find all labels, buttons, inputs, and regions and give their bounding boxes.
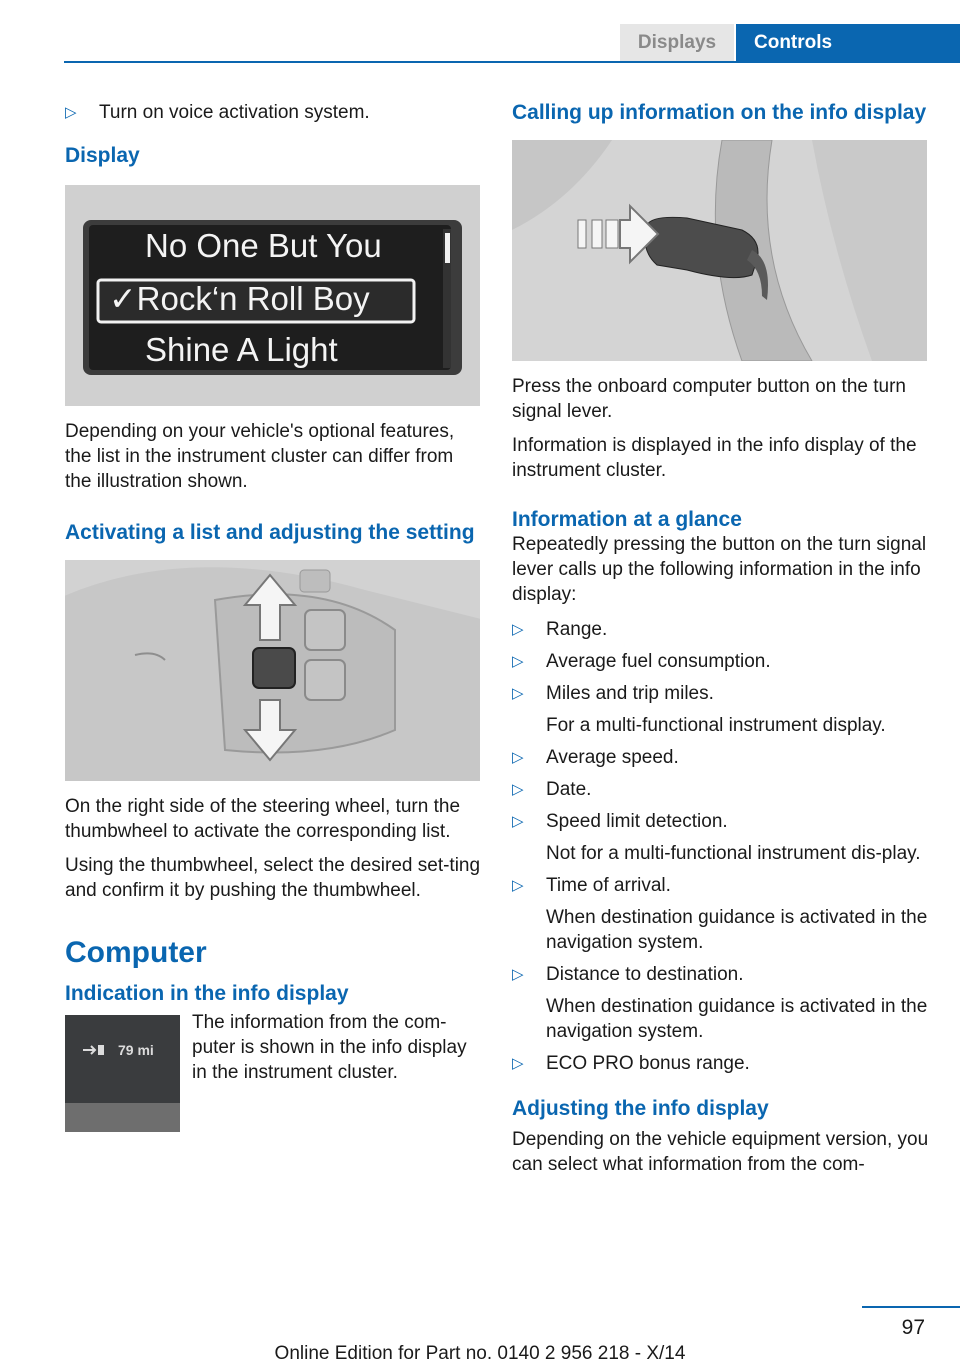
heading-activating: Activating a list and adjusting the setting [65,521,475,544]
list-item: ▷ Turn on voice activation system. [65,102,370,123]
heading-glance: Information at a glance [512,508,742,531]
display-line-2-wrap: ✓Rock‘n Roll Boy [109,280,370,317]
list-item: ▷ Miles and trip miles. For a multi-functional instrument display. [512,683,886,736]
triangle-right-icon: ▷ [512,685,524,702]
triangle-right-icon: ▷ [512,621,524,638]
triangle-right-icon: ▷ [512,966,524,983]
indication-block [65,1010,481,1085]
display-illustration [65,185,480,406]
display-line-3: Shine A Light [145,331,338,368]
list-item: ▷ ECO PRO bonus range. [512,1053,750,1074]
list-item: ▷ Average fuel consumption. [512,651,771,672]
check-icon: ✓ [109,280,137,317]
para-thumbwheel: Using the thumbwheel, select the desired set‐ting and confirm it by pushing the thumbwheel. [65,855,481,901]
heading-indication: Indication in the info display [65,982,349,1005]
triangle-right-icon: ▷ [512,781,524,798]
para-depending: Depending on your vehicle's optional features, the list in the instrument cluster can differ from the illustration shown. [65,421,455,492]
triangle-right-icon: ▷ [512,1055,524,1072]
footer-edition: Online Edition for Part no. 0140 2 956 218 - X/14 [274,1343,686,1364]
para-displayed: Information is displayed in the info display of the instrument cluster. [512,435,917,481]
footer-rule [862,1306,960,1308]
info-bullet-list [512,617,930,1076]
list-item: ▷ Average speed. [512,747,679,768]
page-number: 97 [901,1316,925,1339]
right-column [512,100,930,1186]
heading-display: Display [65,144,140,167]
heading-adjusting: Adjusting the info display [512,1097,769,1120]
triangle-right-icon: ▷ [512,813,524,830]
list-item: ▷ Date. [512,779,592,800]
triangle-right-icon: ▷ [512,749,524,766]
list-item: ▷ Speed limit detection. Not for a multi-functional instrument dis‐play. [512,811,921,864]
para-press: Press the onboard computer button on the turn signal lever. [512,376,906,422]
para-adjusting: Depending on the vehicle equipment version, you can select what information from the com‐ [512,1129,929,1175]
voice-bullet-list [65,100,481,125]
triangle-right-icon: ▷ [512,653,524,670]
list-item: ▷ Distance to destination. When destination guidance is activated in the navigation system. [512,964,928,1042]
triangle-right-icon: ▷ [512,877,524,894]
header-rule [64,61,960,63]
heading-calling: Calling up information on the info display [512,101,927,124]
para-right-side: On the right side of the steering wheel, turn the thumbwheel to activate the corresponding list. [65,796,461,842]
header-tab-displays: Displays [620,24,734,61]
steering-wheel-illustration [65,560,480,781]
turn-signal-illustration [512,140,927,361]
display-line-1: No One But You [145,227,382,264]
header-tab-controls: Controls [736,24,960,61]
para-repeatedly: Repeatedly pressing the button on the turn signal lever calls up the following information in the info display: [512,534,927,605]
para-info-from-computer: The information from the com‐puter is shown in the info display in the instrument cluster. [192,1012,467,1083]
left-column [65,100,481,1094]
mini-display-text: 79 mi [118,1042,154,1058]
triangle-right-icon: ▷ [65,104,77,121]
list-item: ▷ Time of arrival. When destination guidance is activated in the navigation system. [512,875,928,953]
heading-computer: Computer [65,936,207,969]
mini-info-display [65,1015,180,1132]
list-item: ▷ Range. [512,619,608,640]
